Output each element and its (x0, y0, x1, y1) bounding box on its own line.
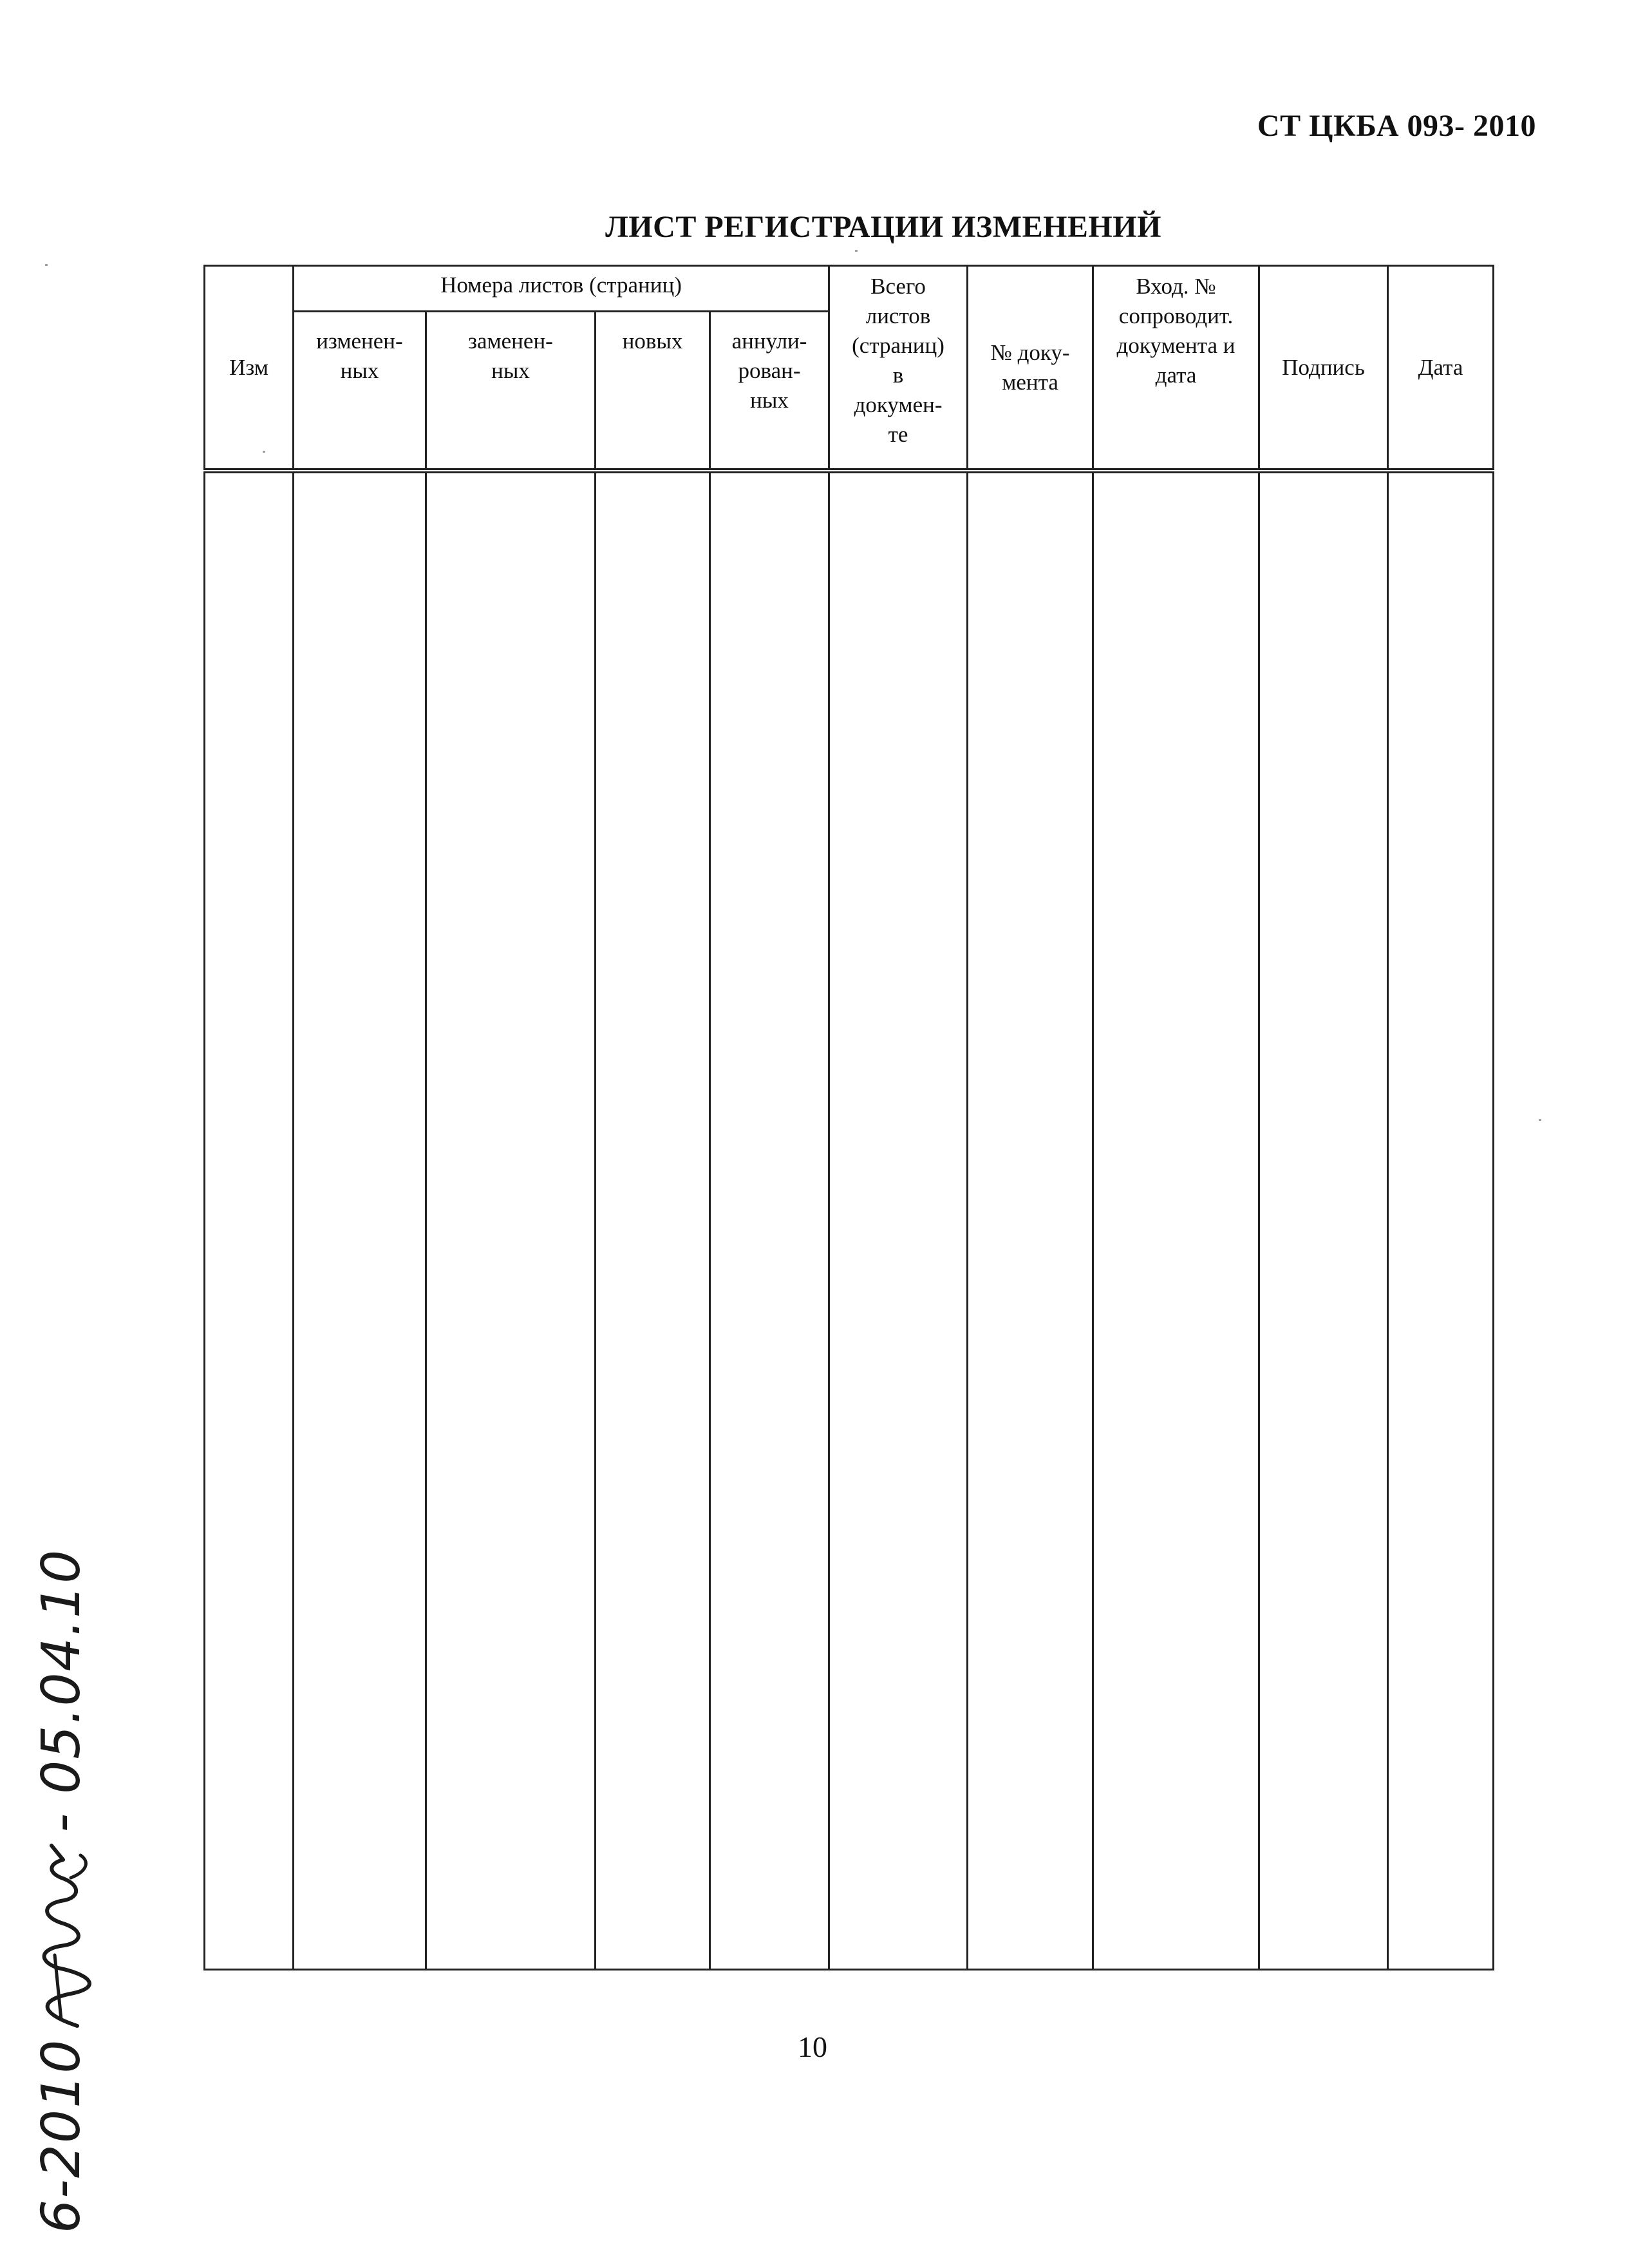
table-cell (1388, 471, 1494, 1970)
table-cell (710, 471, 829, 1970)
page-number: 10 (798, 2030, 827, 2063)
header-total-sheets: Всего листов (страниц) в докумен- те (829, 266, 968, 471)
header-sheet-numbers: Номера листов (страниц) (294, 266, 829, 312)
header-signature: Подпись (1259, 266, 1388, 471)
header-change: Изм (205, 266, 294, 471)
header-doc-number: № доку- мента (968, 266, 1093, 471)
scan-speck (1539, 1119, 1541, 1121)
header-incoming-doc: Вход. № сопроводит. документа и дата (1093, 266, 1259, 471)
table-header-row (205, 266, 1494, 312)
header-replaced: заменен- ных (426, 312, 596, 471)
table-cell (829, 471, 968, 1970)
handwritten-date: - 05.04.10 (30, 1548, 92, 1833)
handwritten-registration-note (26, 1549, 97, 2233)
table-cell (968, 471, 1093, 1970)
table-cell (426, 471, 596, 1970)
table-row (205, 471, 1494, 1970)
header-changed: изменен- ных (294, 312, 426, 471)
table-cell (1093, 471, 1259, 1970)
scan-speck (45, 264, 48, 266)
change-registration-table (203, 265, 1494, 1970)
header-new: новых (596, 312, 710, 471)
table-cell (1259, 471, 1388, 1970)
table-cell (205, 471, 294, 1970)
document-code: СТ ЦКБА 093- 2010 (1257, 109, 1536, 143)
header-date: Дата (1388, 266, 1494, 471)
scan-speck (263, 451, 265, 453)
handwritten-number: 6-2010 (30, 2038, 92, 2233)
sheet-title: ЛИСТ РЕГИСТРАЦИИ ИЗМЕНЕНИЙ (605, 210, 1161, 244)
table-cell (596, 471, 710, 1970)
header-annulled: аннули- рован- ных (710, 312, 829, 471)
handwritten-signature-icon (26, 1839, 97, 2032)
table-cell (294, 471, 426, 1970)
scan-speck (855, 250, 858, 252)
